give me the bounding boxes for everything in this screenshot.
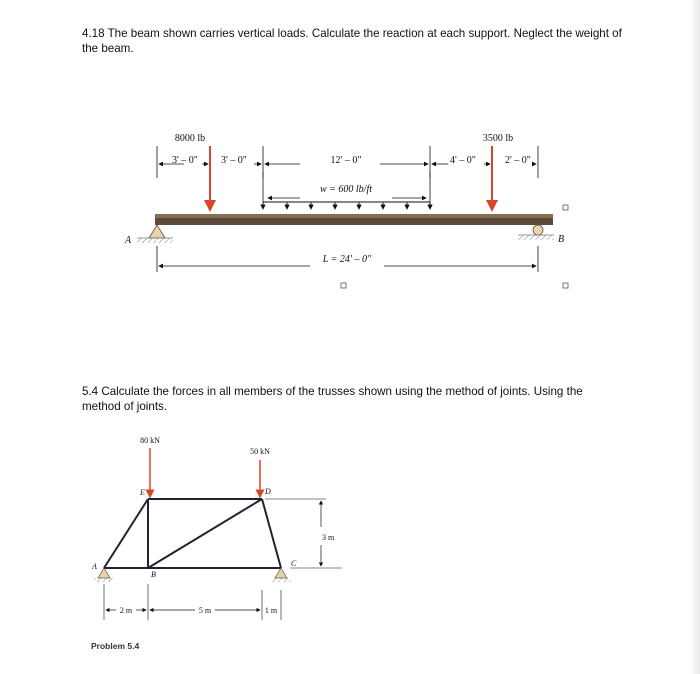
span-length-label: L = 24' – 0" xyxy=(322,254,372,265)
node-b-label: B xyxy=(151,570,156,579)
dim-12ft: 12' – 0" xyxy=(330,155,362,166)
support-b-label: B xyxy=(558,234,565,245)
dim-3ft-b: 3' – 0" xyxy=(221,155,247,166)
beam-figure xyxy=(124,133,568,288)
truss-figure xyxy=(91,436,342,651)
beam-body xyxy=(155,218,553,225)
support-a-truss xyxy=(98,568,110,578)
figure-caption: Problem 5.4 xyxy=(91,641,140,651)
distributed-load-label: w = 600 lb/ft xyxy=(319,184,373,195)
dim-3ft-a: 3' – 0" xyxy=(172,155,198,166)
truss-members xyxy=(104,499,281,568)
node-a-label: A xyxy=(92,562,97,571)
resize-handle xyxy=(563,205,568,210)
load-50kn-label: 50 kN xyxy=(250,447,270,456)
beam-top xyxy=(155,214,553,218)
dim-3m: 3 m xyxy=(322,533,335,542)
dim-1m: 1 m xyxy=(264,606,278,615)
support-b xyxy=(533,225,543,235)
node-c-label: C xyxy=(291,559,297,568)
distributed-load-arrows xyxy=(263,202,430,209)
node-e-label: E xyxy=(140,488,145,497)
resize-handle xyxy=(341,283,346,288)
load-80kn-label: 80 kN xyxy=(140,436,160,445)
node-d-label: D xyxy=(265,487,271,496)
ground-hatch-a xyxy=(137,238,173,243)
load-3500-label: 3500 lb xyxy=(482,133,514,144)
support-a-label: A xyxy=(125,235,132,246)
resize-handle xyxy=(563,283,568,288)
support-c-truss xyxy=(275,568,287,578)
ground-hatch-b xyxy=(518,235,554,240)
support-a xyxy=(149,225,165,238)
dim-2m: 2 m xyxy=(119,606,133,615)
dim-4ft: 4' – 0" xyxy=(450,155,476,166)
load-8000-label: 8000 lb xyxy=(174,133,206,144)
problem-418-text: 4.18 The beam shown carries vertical loads. Calculate the reaction at each support. Neglect the weight of the beam. xyxy=(82,27,622,55)
dim-2ft: 2' – 0" xyxy=(505,155,531,166)
problem-54-text: 5.4 Calculate the forces in all members of the trusses shown using the method of joints. Using the method of joints. xyxy=(82,385,583,413)
dim-5m: 5 m xyxy=(198,606,212,615)
